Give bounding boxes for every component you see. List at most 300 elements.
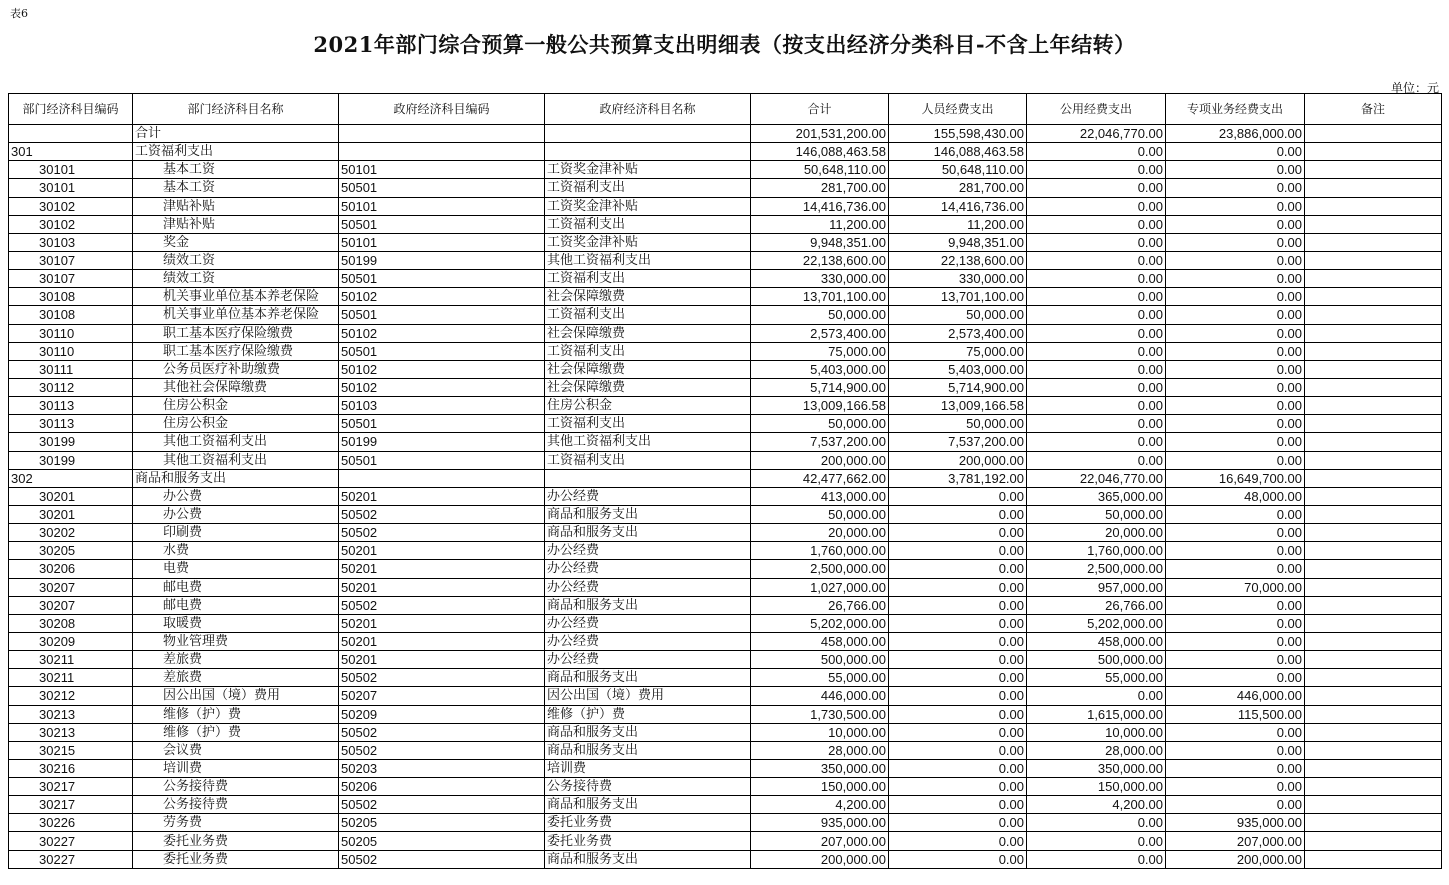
cell-personnel: 2,573,400.00: [889, 324, 1027, 342]
cell-note: [1305, 161, 1442, 179]
cell-dept-name: 住房公积金: [133, 415, 339, 433]
cell-gov-code: 50502: [339, 524, 545, 542]
cell-dept-code: 30201: [9, 487, 133, 505]
cell-public: 4,200.00: [1027, 796, 1166, 814]
cell-public: 50,000.00: [1027, 505, 1166, 523]
cell-personnel: 0.00: [889, 778, 1027, 796]
table-row: [9, 632, 1442, 650]
cell-note: [1305, 524, 1442, 542]
cell-gov-name: 办公经费: [545, 487, 751, 505]
cell-gov-name: 工资福利支出: [545, 415, 751, 433]
table-row: [9, 614, 1442, 632]
cell-gov-name: 工资福利支出: [545, 215, 751, 233]
cell-public: 0.00: [1027, 814, 1166, 832]
cell-dept-name: 其他社会保障缴费: [133, 378, 339, 396]
cell-public: 1,615,000.00: [1027, 705, 1166, 723]
cell-note: [1305, 306, 1442, 324]
cell-personnel: 0.00: [889, 705, 1027, 723]
cell-gov-code: 50201: [339, 578, 545, 596]
cell-gov-code: 50206: [339, 778, 545, 796]
cell-gov-code: 50205: [339, 814, 545, 832]
cell-note: [1305, 451, 1442, 469]
cell-personnel: 0.00: [889, 487, 1027, 505]
cell-dept-code: 30213: [9, 723, 133, 741]
cell-gov-name: 商品和服务支出: [545, 669, 751, 687]
cell-public: 10,000.00: [1027, 723, 1166, 741]
cell-special: 0.00: [1166, 197, 1305, 215]
table-row: [9, 814, 1442, 832]
cell-dept-code: 30213: [9, 705, 133, 723]
cell-total: 1,760,000.00: [751, 542, 889, 560]
cell-dept-code: 30226: [9, 814, 133, 832]
table-row: [9, 451, 1442, 469]
cell-total: 2,573,400.00: [751, 324, 889, 342]
cell-gov-code: 50502: [339, 850, 545, 868]
cell-personnel: 0.00: [889, 505, 1027, 523]
cell-gov-code: 50501: [339, 451, 545, 469]
page-title: 2021年部门综合预算一般公共预算支出明细表（按支出经济分类科目-不含上年结转）: [313, 32, 1136, 57]
cell-special: 0.00: [1166, 542, 1305, 560]
cell-public: 0.00: [1027, 687, 1166, 705]
cell-personnel: 22,138,600.00: [889, 251, 1027, 269]
cell-personnel: 0.00: [889, 651, 1027, 669]
cell-dept-name: 其他工资福利支出: [133, 451, 339, 469]
cell-dept-code: 30209: [9, 632, 133, 650]
cell-special: 0.00: [1166, 342, 1305, 360]
cell-public: 0.00: [1027, 197, 1166, 215]
cell-special: 935,000.00: [1166, 814, 1305, 832]
table-row: [9, 469, 1442, 487]
cell-special: 0.00: [1166, 632, 1305, 650]
cell-public: 0.00: [1027, 342, 1166, 360]
table-row: [9, 505, 1442, 523]
cell-special: 0.00: [1166, 669, 1305, 687]
cell-public: 0.00: [1027, 270, 1166, 288]
cell-dept-code: 30207: [9, 578, 133, 596]
cell-personnel: 0.00: [889, 759, 1027, 777]
cell-gov-code: 50209: [339, 705, 545, 723]
cell-dept-code: 30199: [9, 451, 133, 469]
cell-total: 50,648,110.00: [751, 161, 889, 179]
cell-public: 0.00: [1027, 832, 1166, 850]
cell-dept-code: 301: [9, 143, 133, 161]
cell-gov-name: 维修（护）费: [545, 705, 751, 723]
table-row: [9, 542, 1442, 560]
cell-dept-name: 绩效工资: [133, 270, 339, 288]
cell-note: [1305, 197, 1442, 215]
cell-dept-code: 30217: [9, 778, 133, 796]
cell-special: 0.00: [1166, 397, 1305, 415]
cell-gov-code: 50201: [339, 651, 545, 669]
unit-label: 单位：元: [1390, 81, 1439, 95]
cell-total: 446,000.00: [751, 687, 889, 705]
cell-personnel: 50,000.00: [889, 306, 1027, 324]
cell-special: 0.00: [1166, 560, 1305, 578]
table-row: [9, 723, 1442, 741]
cell-personnel: 50,648,110.00: [889, 161, 1027, 179]
cell-public: 2,500,000.00: [1027, 560, 1166, 578]
cell-total: 5,202,000.00: [751, 614, 889, 632]
cell-total: 935,000.00: [751, 814, 889, 832]
cell-gov-name: 工资奖金津补贴: [545, 161, 751, 179]
cell-note: [1305, 560, 1442, 578]
budget-detail-table: [8, 93, 1442, 869]
cell-total: 13,701,100.00: [751, 288, 889, 306]
table-row: [9, 832, 1442, 850]
table-row: [9, 324, 1442, 342]
cell-dept-code: 30208: [9, 614, 133, 632]
cell-note: [1305, 179, 1442, 197]
cell-personnel: 9,948,351.00: [889, 233, 1027, 251]
cell-special: 0.00: [1166, 451, 1305, 469]
cell-personnel: 0.00: [889, 669, 1027, 687]
cell-dept-code: [9, 125, 133, 143]
table-row: [9, 360, 1442, 378]
cell-note: [1305, 433, 1442, 451]
cell-gov-name: 商品和服务支出: [545, 524, 751, 542]
cell-total: 9,948,351.00: [751, 233, 889, 251]
table-row: [9, 759, 1442, 777]
cell-dept-code: 30206: [9, 560, 133, 578]
cell-gov-code: 50199: [339, 251, 545, 269]
table-row: [9, 669, 1442, 687]
cell-dept-name: 培训费: [133, 759, 339, 777]
cell-special: 0.00: [1166, 179, 1305, 197]
cell-personnel: 0.00: [889, 524, 1027, 542]
cell-total: 500,000.00: [751, 651, 889, 669]
cell-note: [1305, 270, 1442, 288]
table-row: [9, 125, 1442, 143]
cell-personnel: 0.00: [889, 687, 1027, 705]
cell-gov-name: [545, 143, 751, 161]
cell-gov-name: 其他工资福利支出: [545, 433, 751, 451]
table-row: [9, 524, 1442, 542]
cell-gov-code: [339, 125, 545, 143]
cell-dept-name: 津贴补贴: [133, 215, 339, 233]
cell-dept-code: 30102: [9, 215, 133, 233]
cell-dept-name: 职工基本医疗保险缴费: [133, 342, 339, 360]
cell-dept-code: 30207: [9, 596, 133, 614]
col-header-personnel: 人员经费支出: [889, 94, 1027, 125]
cell-special: 0.00: [1166, 505, 1305, 523]
cell-public: 5,202,000.00: [1027, 614, 1166, 632]
table-row: [9, 161, 1442, 179]
col-header-total: 合计: [751, 94, 889, 125]
table-body: [9, 125, 1442, 869]
cell-note: [1305, 614, 1442, 632]
cell-public: 365,000.00: [1027, 487, 1166, 505]
cell-special: 0.00: [1166, 796, 1305, 814]
cell-special: 0.00: [1166, 360, 1305, 378]
cell-note: [1305, 814, 1442, 832]
cell-note: [1305, 469, 1442, 487]
cell-personnel: 11,200.00: [889, 215, 1027, 233]
table-row: [9, 850, 1442, 868]
table-row: [9, 233, 1442, 251]
cell-note: [1305, 850, 1442, 868]
cell-personnel: 281,700.00: [889, 179, 1027, 197]
cell-gov-code: 50101: [339, 161, 545, 179]
col-header-public: 公用经费支出: [1027, 94, 1166, 125]
cell-total: 26,766.00: [751, 596, 889, 614]
cell-gov-code: 50102: [339, 324, 545, 342]
cell-dept-code: 30212: [9, 687, 133, 705]
cell-personnel: 0.00: [889, 632, 1027, 650]
cell-dept-name: 公务员医疗补助缴费: [133, 360, 339, 378]
cell-public: 22,046,770.00: [1027, 469, 1166, 487]
cell-dept-name: 其他工资福利支出: [133, 433, 339, 451]
cell-gov-name: 办公经费: [545, 578, 751, 596]
cell-total: 200,000.00: [751, 451, 889, 469]
cell-total: 1,027,000.00: [751, 578, 889, 596]
cell-total: 75,000.00: [751, 342, 889, 360]
cell-personnel: 0.00: [889, 850, 1027, 868]
cell-personnel: 13,009,166.58: [889, 397, 1027, 415]
cell-dept-name: 会议费: [133, 741, 339, 759]
table-row: [9, 342, 1442, 360]
cell-dept-code: 30199: [9, 433, 133, 451]
cell-note: [1305, 687, 1442, 705]
cell-gov-name: 商品和服务支出: [545, 741, 751, 759]
cell-gov-code: 50205: [339, 832, 545, 850]
col-header-dept-code: 部门经济科目编码: [9, 94, 133, 125]
cell-dept-name: 公务接待费: [133, 778, 339, 796]
cell-gov-code: 50199: [339, 433, 545, 451]
cell-dept-code: 30227: [9, 832, 133, 850]
cell-dept-code: 30227: [9, 850, 133, 868]
cell-dept-name: 津贴补贴: [133, 197, 339, 215]
table-row: [9, 687, 1442, 705]
cell-public: 0.00: [1027, 850, 1166, 868]
cell-note: [1305, 651, 1442, 669]
cell-gov-name: 商品和服务支出: [545, 723, 751, 741]
cell-special: 0.00: [1166, 251, 1305, 269]
cell-gov-name: 住房公积金: [545, 397, 751, 415]
cell-gov-code: 50501: [339, 342, 545, 360]
cell-public: 55,000.00: [1027, 669, 1166, 687]
table-row: [9, 651, 1442, 669]
cell-public: 0.00: [1027, 378, 1166, 396]
cell-gov-code: 50102: [339, 288, 545, 306]
cell-total: 201,531,200.00: [751, 125, 889, 143]
cell-personnel: 0.00: [889, 723, 1027, 741]
cell-special: 23,886,000.00: [1166, 125, 1305, 143]
cell-gov-code: 50101: [339, 233, 545, 251]
cell-gov-name: 商品和服务支出: [545, 596, 751, 614]
table-row: [9, 487, 1442, 505]
cell-note: [1305, 759, 1442, 777]
cell-note: [1305, 233, 1442, 251]
cell-dept-code: 302: [9, 469, 133, 487]
cell-note: [1305, 505, 1442, 523]
cell-gov-code: 50103: [339, 397, 545, 415]
cell-special: 0.00: [1166, 596, 1305, 614]
cell-gov-code: 50502: [339, 741, 545, 759]
cell-personnel: 330,000.00: [889, 270, 1027, 288]
cell-gov-name: 社会保障缴费: [545, 378, 751, 396]
table-row: [9, 560, 1442, 578]
table-row: [9, 378, 1442, 396]
cell-gov-code: 50102: [339, 360, 545, 378]
cell-dept-name: 基本工资: [133, 161, 339, 179]
cell-note: [1305, 143, 1442, 161]
cell-gov-name: 办公经费: [545, 542, 751, 560]
cell-special: 0.00: [1166, 759, 1305, 777]
cell-total: 413,000.00: [751, 487, 889, 505]
cell-special: 0.00: [1166, 433, 1305, 451]
cell-gov-code: 50201: [339, 614, 545, 632]
table-row: [9, 596, 1442, 614]
cell-gov-name: 办公经费: [545, 560, 751, 578]
cell-special: 200,000.00: [1166, 850, 1305, 868]
cell-gov-code: 50502: [339, 596, 545, 614]
cell-gov-name: 商品和服务支出: [545, 850, 751, 868]
cell-gov-name: [545, 469, 751, 487]
cell-public: 150,000.00: [1027, 778, 1166, 796]
cell-personnel: 5,403,000.00: [889, 360, 1027, 378]
cell-dept-code: 30107: [9, 270, 133, 288]
cell-dept-name: 委托业务费: [133, 832, 339, 850]
table-row: [9, 433, 1442, 451]
cell-dept-code: 30110: [9, 342, 133, 360]
cell-dept-code: 30211: [9, 651, 133, 669]
cell-gov-name: 委托业务费: [545, 832, 751, 850]
cell-gov-name: 办公经费: [545, 632, 751, 650]
cell-public: 957,000.00: [1027, 578, 1166, 596]
col-header-gov-code: 政府经济科目编码: [339, 94, 545, 125]
cell-total: 207,000.00: [751, 832, 889, 850]
cell-dept-name: 维修（护）费: [133, 723, 339, 741]
cell-public: 20,000.00: [1027, 524, 1166, 542]
cell-total: 7,537,200.00: [751, 433, 889, 451]
cell-special: 0.00: [1166, 215, 1305, 233]
cell-dept-code: 30205: [9, 542, 133, 560]
cell-personnel: 0.00: [889, 832, 1027, 850]
cell-personnel: 155,598,430.00: [889, 125, 1027, 143]
cell-total: 1,730,500.00: [751, 705, 889, 723]
cell-gov-code: 50101: [339, 197, 545, 215]
cell-dept-code: 30102: [9, 197, 133, 215]
cell-note: [1305, 378, 1442, 396]
table-row: [9, 578, 1442, 596]
table-tag: 表6: [10, 7, 28, 20]
cell-total: 4,200.00: [751, 796, 889, 814]
cell-special: 0.00: [1166, 306, 1305, 324]
cell-total: 330,000.00: [751, 270, 889, 288]
col-header-gov-name: 政府经济科目名称: [545, 94, 751, 125]
cell-note: [1305, 578, 1442, 596]
cell-dept-name: 机关事业单位基本养老保险: [133, 288, 339, 306]
cell-public: 1,760,000.00: [1027, 542, 1166, 560]
cell-note: [1305, 705, 1442, 723]
cell-total: 5,714,900.00: [751, 378, 889, 396]
cell-special: 0.00: [1166, 378, 1305, 396]
cell-personnel: 0.00: [889, 741, 1027, 759]
cell-special: 0.00: [1166, 288, 1305, 306]
cell-personnel: 0.00: [889, 542, 1027, 560]
cell-total: 281,700.00: [751, 179, 889, 197]
cell-special: 0.00: [1166, 524, 1305, 542]
cell-dept-name: 物业管理费: [133, 632, 339, 650]
cell-dept-name: 取暖费: [133, 614, 339, 632]
cell-dept-code: 30110: [9, 324, 133, 342]
cell-personnel: 0.00: [889, 814, 1027, 832]
cell-dept-name: 电费: [133, 560, 339, 578]
cell-note: [1305, 796, 1442, 814]
cell-dept-code: 30211: [9, 669, 133, 687]
cell-dept-code: 30103: [9, 233, 133, 251]
table-row: [9, 251, 1442, 269]
cell-gov-name: 商品和服务支出: [545, 505, 751, 523]
cell-public: 350,000.00: [1027, 759, 1166, 777]
cell-special: 0.00: [1166, 161, 1305, 179]
table-row: [9, 796, 1442, 814]
cell-dept-name: 差旅费: [133, 669, 339, 687]
cell-dept-name: 公务接待费: [133, 796, 339, 814]
cell-dept-code: 30113: [9, 415, 133, 433]
cell-dept-code: 30216: [9, 759, 133, 777]
cell-public: 0.00: [1027, 251, 1166, 269]
cell-note: [1305, 741, 1442, 759]
cell-special: 207,000.00: [1166, 832, 1305, 850]
cell-special: 0.00: [1166, 324, 1305, 342]
cell-dept-code: 30108: [9, 306, 133, 324]
cell-dept-name: 职工基本医疗保险缴费: [133, 324, 339, 342]
cell-total: 22,138,600.00: [751, 251, 889, 269]
cell-gov-name: 工资福利支出: [545, 270, 751, 288]
cell-dept-name: 办公费: [133, 505, 339, 523]
cell-total: 150,000.00: [751, 778, 889, 796]
cell-personnel: 5,714,900.00: [889, 378, 1027, 396]
cell-total: 50,000.00: [751, 415, 889, 433]
cell-total: 350,000.00: [751, 759, 889, 777]
cell-gov-name: 委托业务费: [545, 814, 751, 832]
cell-note: [1305, 251, 1442, 269]
cell-note: [1305, 415, 1442, 433]
cell-dept-name: 委托业务费: [133, 850, 339, 868]
table-header-row: [9, 94, 1442, 125]
table-row: [9, 705, 1442, 723]
cell-dept-name: 奖金: [133, 233, 339, 251]
cell-total: 2,500,000.00: [751, 560, 889, 578]
cell-dept-name: 邮电费: [133, 596, 339, 614]
table-row: [9, 741, 1442, 759]
cell-total: 42,477,662.00: [751, 469, 889, 487]
cell-note: [1305, 832, 1442, 850]
cell-personnel: 0.00: [889, 596, 1027, 614]
cell-personnel: 200,000.00: [889, 451, 1027, 469]
cell-personnel: 3,781,192.00: [889, 469, 1027, 487]
cell-public: 0.00: [1027, 306, 1166, 324]
cell-gov-code: 50502: [339, 669, 545, 687]
cell-gov-name: 工资福利支出: [545, 179, 751, 197]
cell-gov-code: [339, 469, 545, 487]
cell-gov-name: 社会保障缴费: [545, 324, 751, 342]
cell-total: 20,000.00: [751, 524, 889, 542]
table-row: [9, 143, 1442, 161]
cell-dept-code: 30113: [9, 397, 133, 415]
cell-public: 26,766.00: [1027, 596, 1166, 614]
cell-note: [1305, 288, 1442, 306]
cell-note: [1305, 542, 1442, 560]
cell-total: 146,088,463.58: [751, 143, 889, 161]
cell-gov-name: 工资福利支出: [545, 306, 751, 324]
col-header-dept-name: 部门经济科目名称: [133, 94, 339, 125]
cell-gov-name: 办公经费: [545, 651, 751, 669]
cell-personnel: 0.00: [889, 578, 1027, 596]
table-row: [9, 179, 1442, 197]
cell-special: 0.00: [1166, 270, 1305, 288]
